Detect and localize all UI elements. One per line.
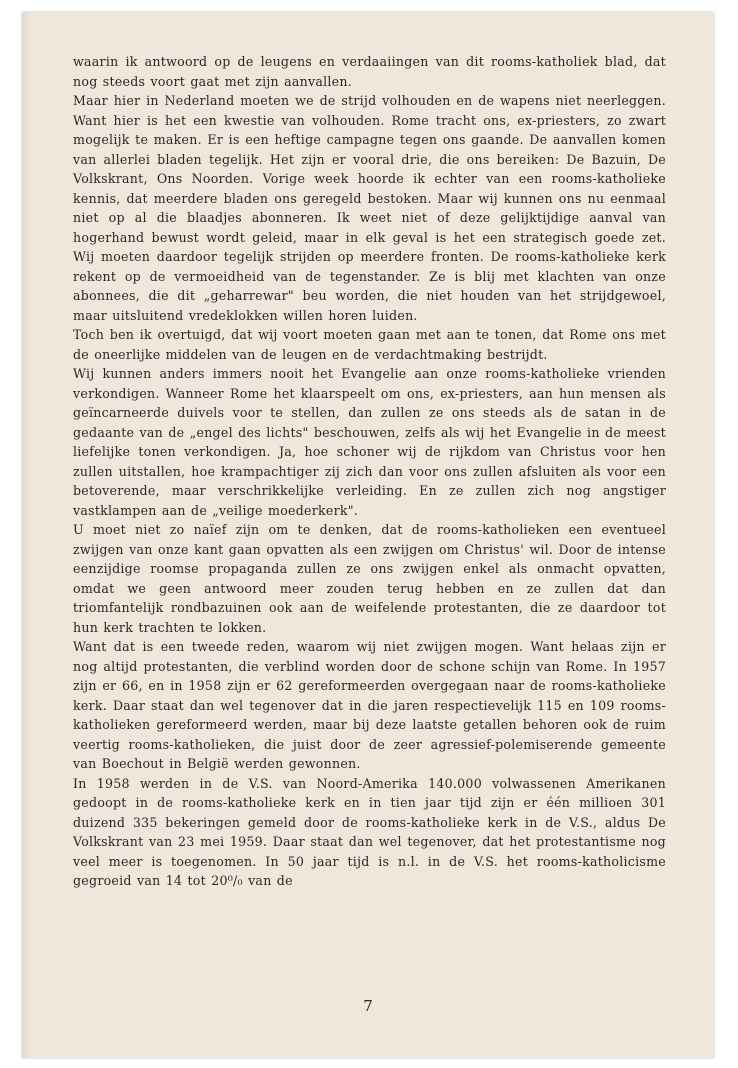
page-number: 7 bbox=[363, 997, 373, 1015]
paragraph: Want dat is een tweede reden, waarom wij niet zwijgen mogen. Want helaas zijn er nog altijd protestanten, die verblind worden door de schone schijn van Rome. In 1957 zijn er 66, en in 1958 zijn er 62 gereformeerden overgegaan naar de rooms-katholieke kerk. Daar staat dan wel tegenover dat in die jaren respectievelijk 115 en 109 rooms-katholieken gereformeerd werden, maar bij deze laatste getallen behoren ook de ruim veertig rooms-katholieken, die juist door de zeer agressief-polemiserende gemeente van Boechout in België werden gewonnen. bbox=[73, 639, 666, 771]
paragraph: Wij kunnen anders immers nooit het Evangelie aan onze rooms-katholieke vrienden verkondigen. Wanneer Rome het klaarspeelt om ons, ex-priesters, aan hun mensen als geïncarneerde duivels voor te stellen, dan zullen ze ons steeds als de satan in de gedaante van de „engel des lichts" beschouwen, zelfs als wij het Evangelie in de meest liefelijke tonen verkondigen. Ja, hoe schoner wij de rijkdom van Christus voor hen zullen uitstallen, hoe krampachtiger zij zich dan voor ons zullen afsluiten als voor een betoverende, maar verschrikkelijke verleiding. En ze zullen zich nog angstiger vastklampen aan de „veilige moederkerk". bbox=[73, 366, 666, 518]
paragraph: Toch ben ik overtuigd, dat wij voort moeten gaan met aan te tonen, dat Rome ons met de oneerlijke middelen van de leugen en de verdachtmaking bestrijdt. bbox=[73, 327, 666, 362]
paragraph: In 1958 werden in de V.S. van Noord-Amerika 140.000 volwassenen Amerikanen gedoopt in de rooms-katholieke kerk en in tien jaar tijd zijn er één millioen 301 duizend 335 bekeringen gemeld door de rooms-katholieke kerk in de V.S., aldus De Volkskrant van 23 mei 1959. Daar staat dan wel tegenover, dat het protestantisme nog veel meer is toegenomen. In 50 jaar tijd is n.l. in de V.S. het rooms-katholicisme gegroeid van 14 tot 20⁰/₀ van de bbox=[73, 775, 666, 888]
body-text bbox=[73, 52, 666, 891]
paragraph: U moet niet zo naïef zijn om te denken, dat de rooms-katholieken een eventueel zwijgen van onze kant gaan opvatten als een zwijgen om Christus' wil. Door de intense eenzijdige roomse propaganda zullen ze ons zwijgen enkel als onmacht opvatten, omdat we geen antwoord meer zouden terug hebben en ze zullen dat dan triomfantelijk rondbazuinen ook aan de weifelende protestanten, die ze daardoor tot hun kerk trachten te lokken. bbox=[73, 522, 666, 635]
book-page bbox=[22, 12, 714, 1058]
paragraph: Maar hier in Nederland moeten we de strijd volhouden en de wapens niet neerleggen. Want hier is het een kwestie van volhouden. Rome tracht ons, ex-priesters, zo zwart mogelijk te maken. Er is een heftige campagne tegen ons gaande. De aanvallen komen van allerlei bladen tegelijk. Het zijn er vooral drie, die ons bereiken: De Bazuin, De Volkskrant, Ons Noorden. Vorige week hoorde ik echter van een rooms-katholieke kennis, dat meerdere bladen ons geregeld bestoken. Maar wij kunnen ons nu eenmaal niet op al die blaadjes abonneren. Ik weet niet of deze gelijktijdige aanval van hogerhand bewust wordt geleid, maar in elk geval is het een strategisch goede zet. Wij moeten daardoor tegelijk strijden op meerdere fronten. De rooms-katholieke kerk rekent op de vermoeidheid van de tegenstander. Ze is blij met klachten van onze abonnees, die dit „geharrewar" beu worden, die niet houden van het strijdgewoel, maar uitsluitend vredeklokken willen horen luiden. bbox=[73, 93, 666, 323]
paragraph: waarin ik antwoord op de leugens en verdaaiingen van dit rooms-katholiek blad, dat nog steeds voort gaat met zijn aanvallen. bbox=[73, 54, 666, 89]
